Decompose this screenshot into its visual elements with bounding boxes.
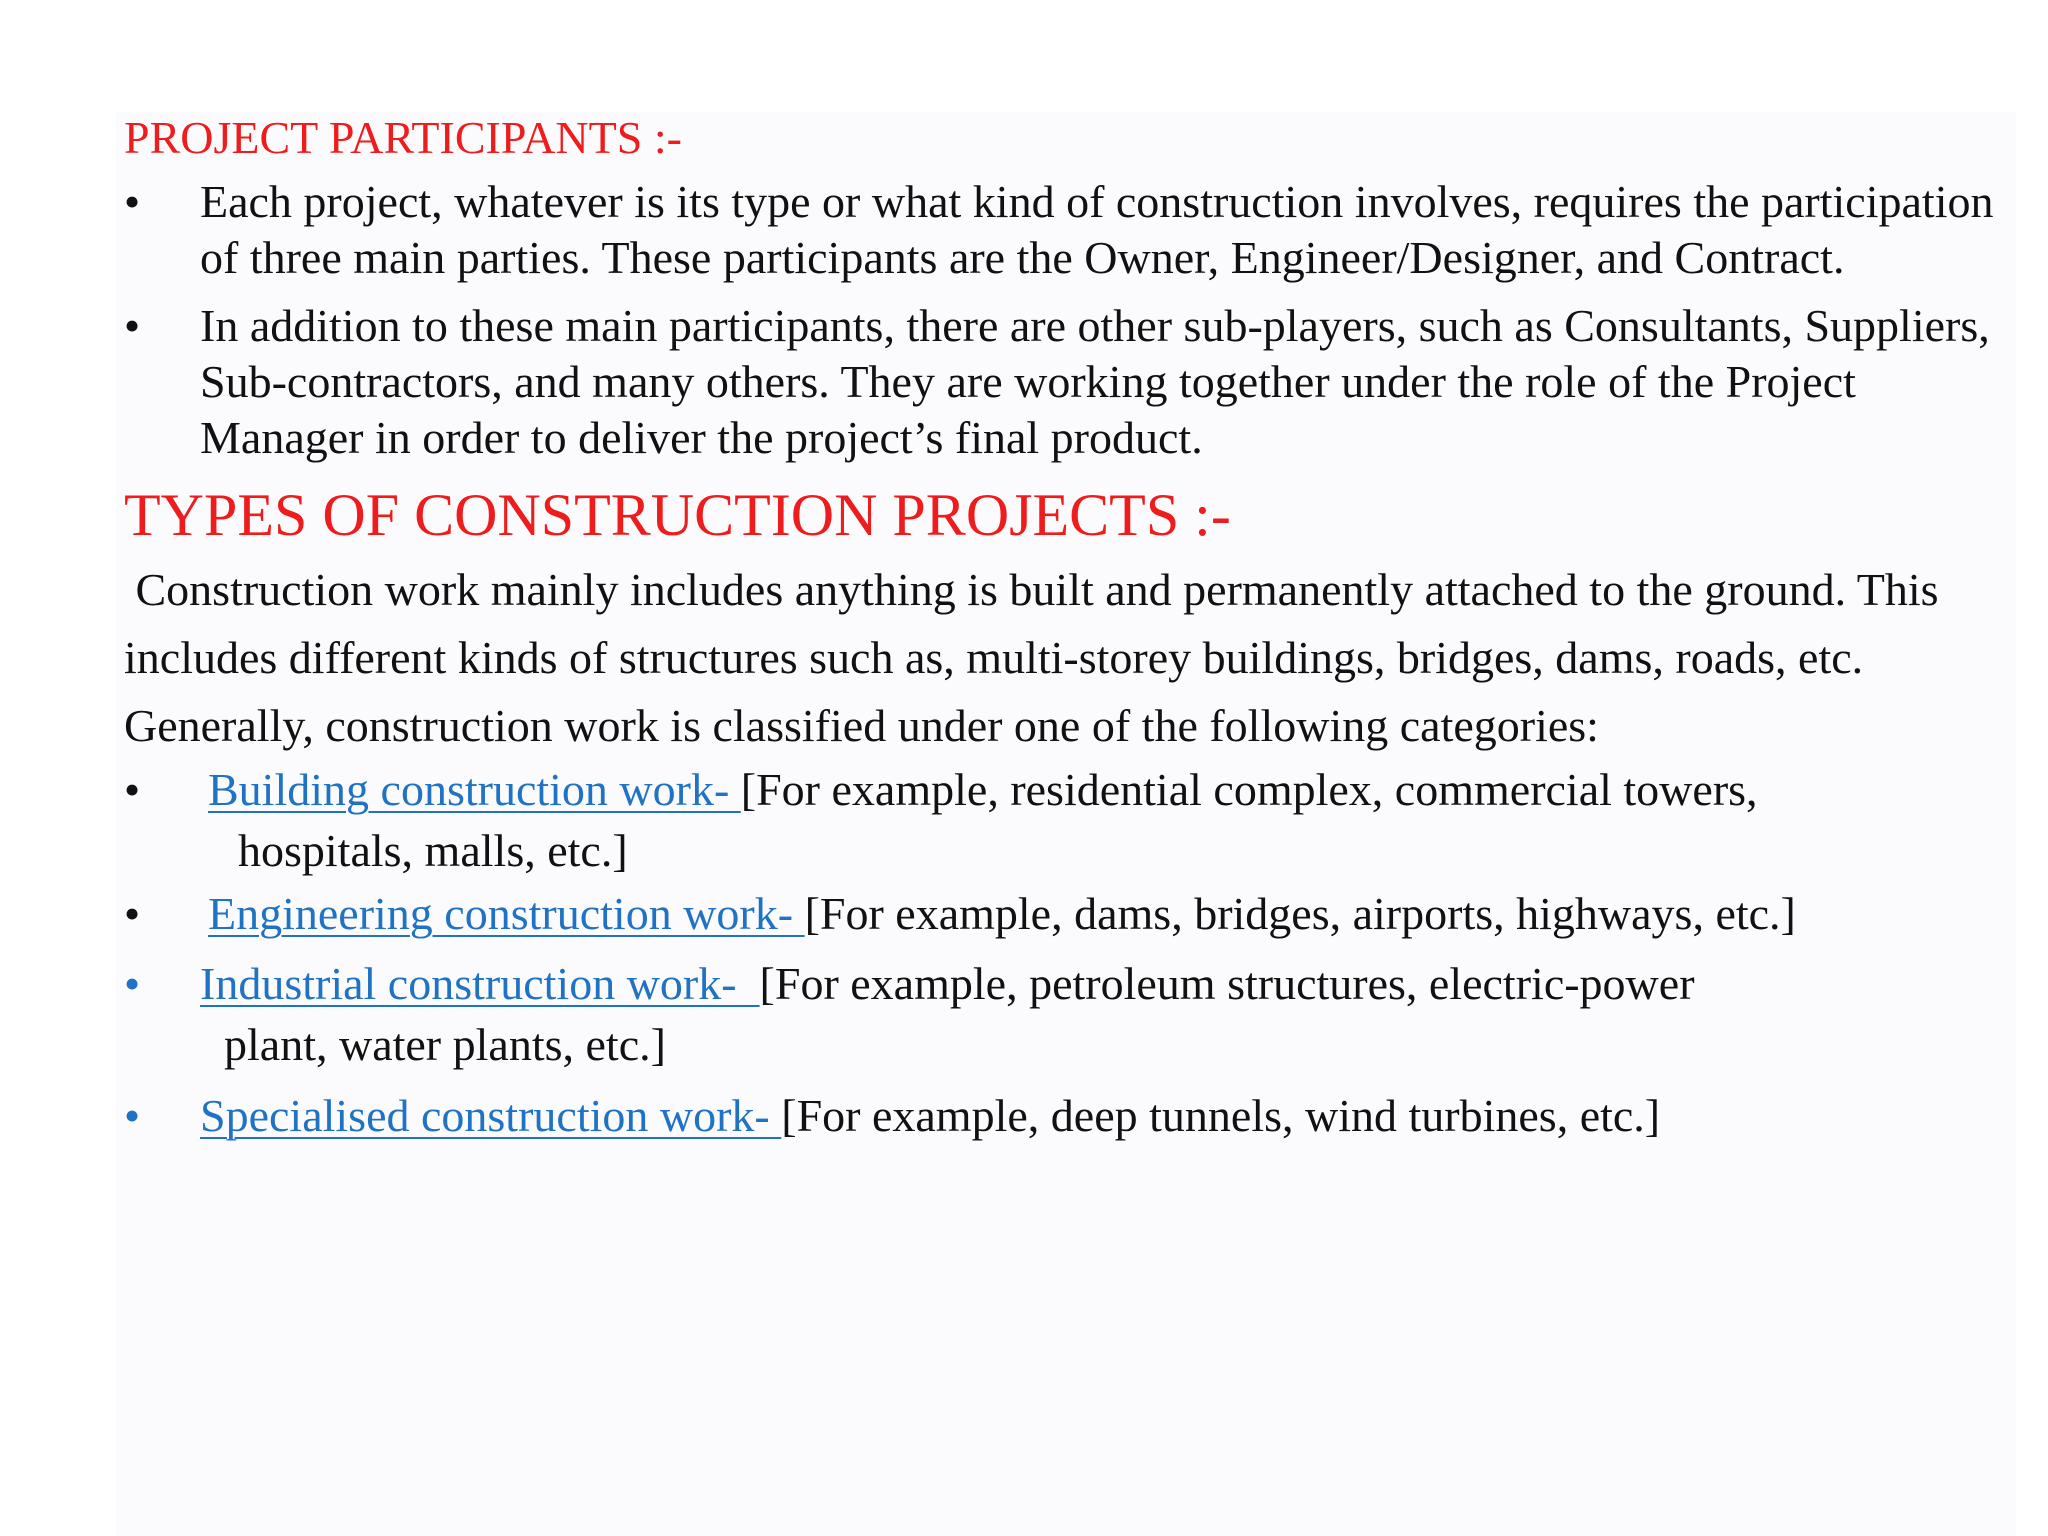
category-continuation: hospitals, malls, etc.] <box>238 825 628 876</box>
category-text: [For example, residential complex, commercial towers, <box>740 764 1758 815</box>
category-item-building <box>124 762 2004 884</box>
category-continuation: plant, water plants, etc.] <box>224 1019 666 1070</box>
specialised-construction-link[interactable]: Specialised construction work- <box>200 1090 782 1141</box>
category-text: [For example, dams, bridges, airports, highways, etc.] <box>804 888 1796 939</box>
bullet-dot: • <box>124 888 141 939</box>
bullet-dot: • <box>124 958 141 1009</box>
category-text: [For example, petroleum structures, electric-power <box>759 958 1695 1009</box>
bullet-dot: • <box>124 764 141 815</box>
category-text: [For example, deep tunnels, wind turbines, etc.] <box>781 1090 1661 1141</box>
category-item-industrial <box>124 956 2004 1078</box>
slide-content <box>124 108 2004 1144</box>
category-item-specialised <box>124 1088 2004 1144</box>
bullet-dot: • <box>124 1090 141 1141</box>
types-paragraph: Construction work mainly includes anything is built and permanently attached to the ground. This includes different kinds of structures such as, multi-storey buildings, bridges, dams, roads, etc. Generally, construction work is classified under one of the following categories: <box>124 564 1951 751</box>
engineering-construction-link[interactable]: Engineering construction work- <box>208 888 805 939</box>
types-heading: TYPES OF CONSTRUCTION PROJECTS :- <box>124 482 1231 548</box>
bullet-dot: • <box>124 176 141 227</box>
industrial-construction-link[interactable]: Industrial construction work- <box>200 958 760 1009</box>
bullet-dot: • <box>124 300 141 351</box>
bullet-text: Each project, whatever is its type or what kind of construction involves, requires the participation of three main parties. These participants are the Owner, Engineer/Designer, and Contract. <box>200 176 1994 283</box>
building-construction-link[interactable]: Building construction work- <box>208 764 741 815</box>
participant-bullet <box>124 298 2004 466</box>
participants-heading: PROJECT PARTICIPANTS :- <box>124 112 682 163</box>
bullet-text: In addition to these main participants, there are other sub-players, such as Consultants, Suppliers, Sub-contractors, and many others. They are working together under the role of the Project Manager in order to deliver the project’s final product. <box>200 300 1990 463</box>
participant-bullet <box>124 174 2004 286</box>
category-item-engineering <box>124 886 2004 942</box>
